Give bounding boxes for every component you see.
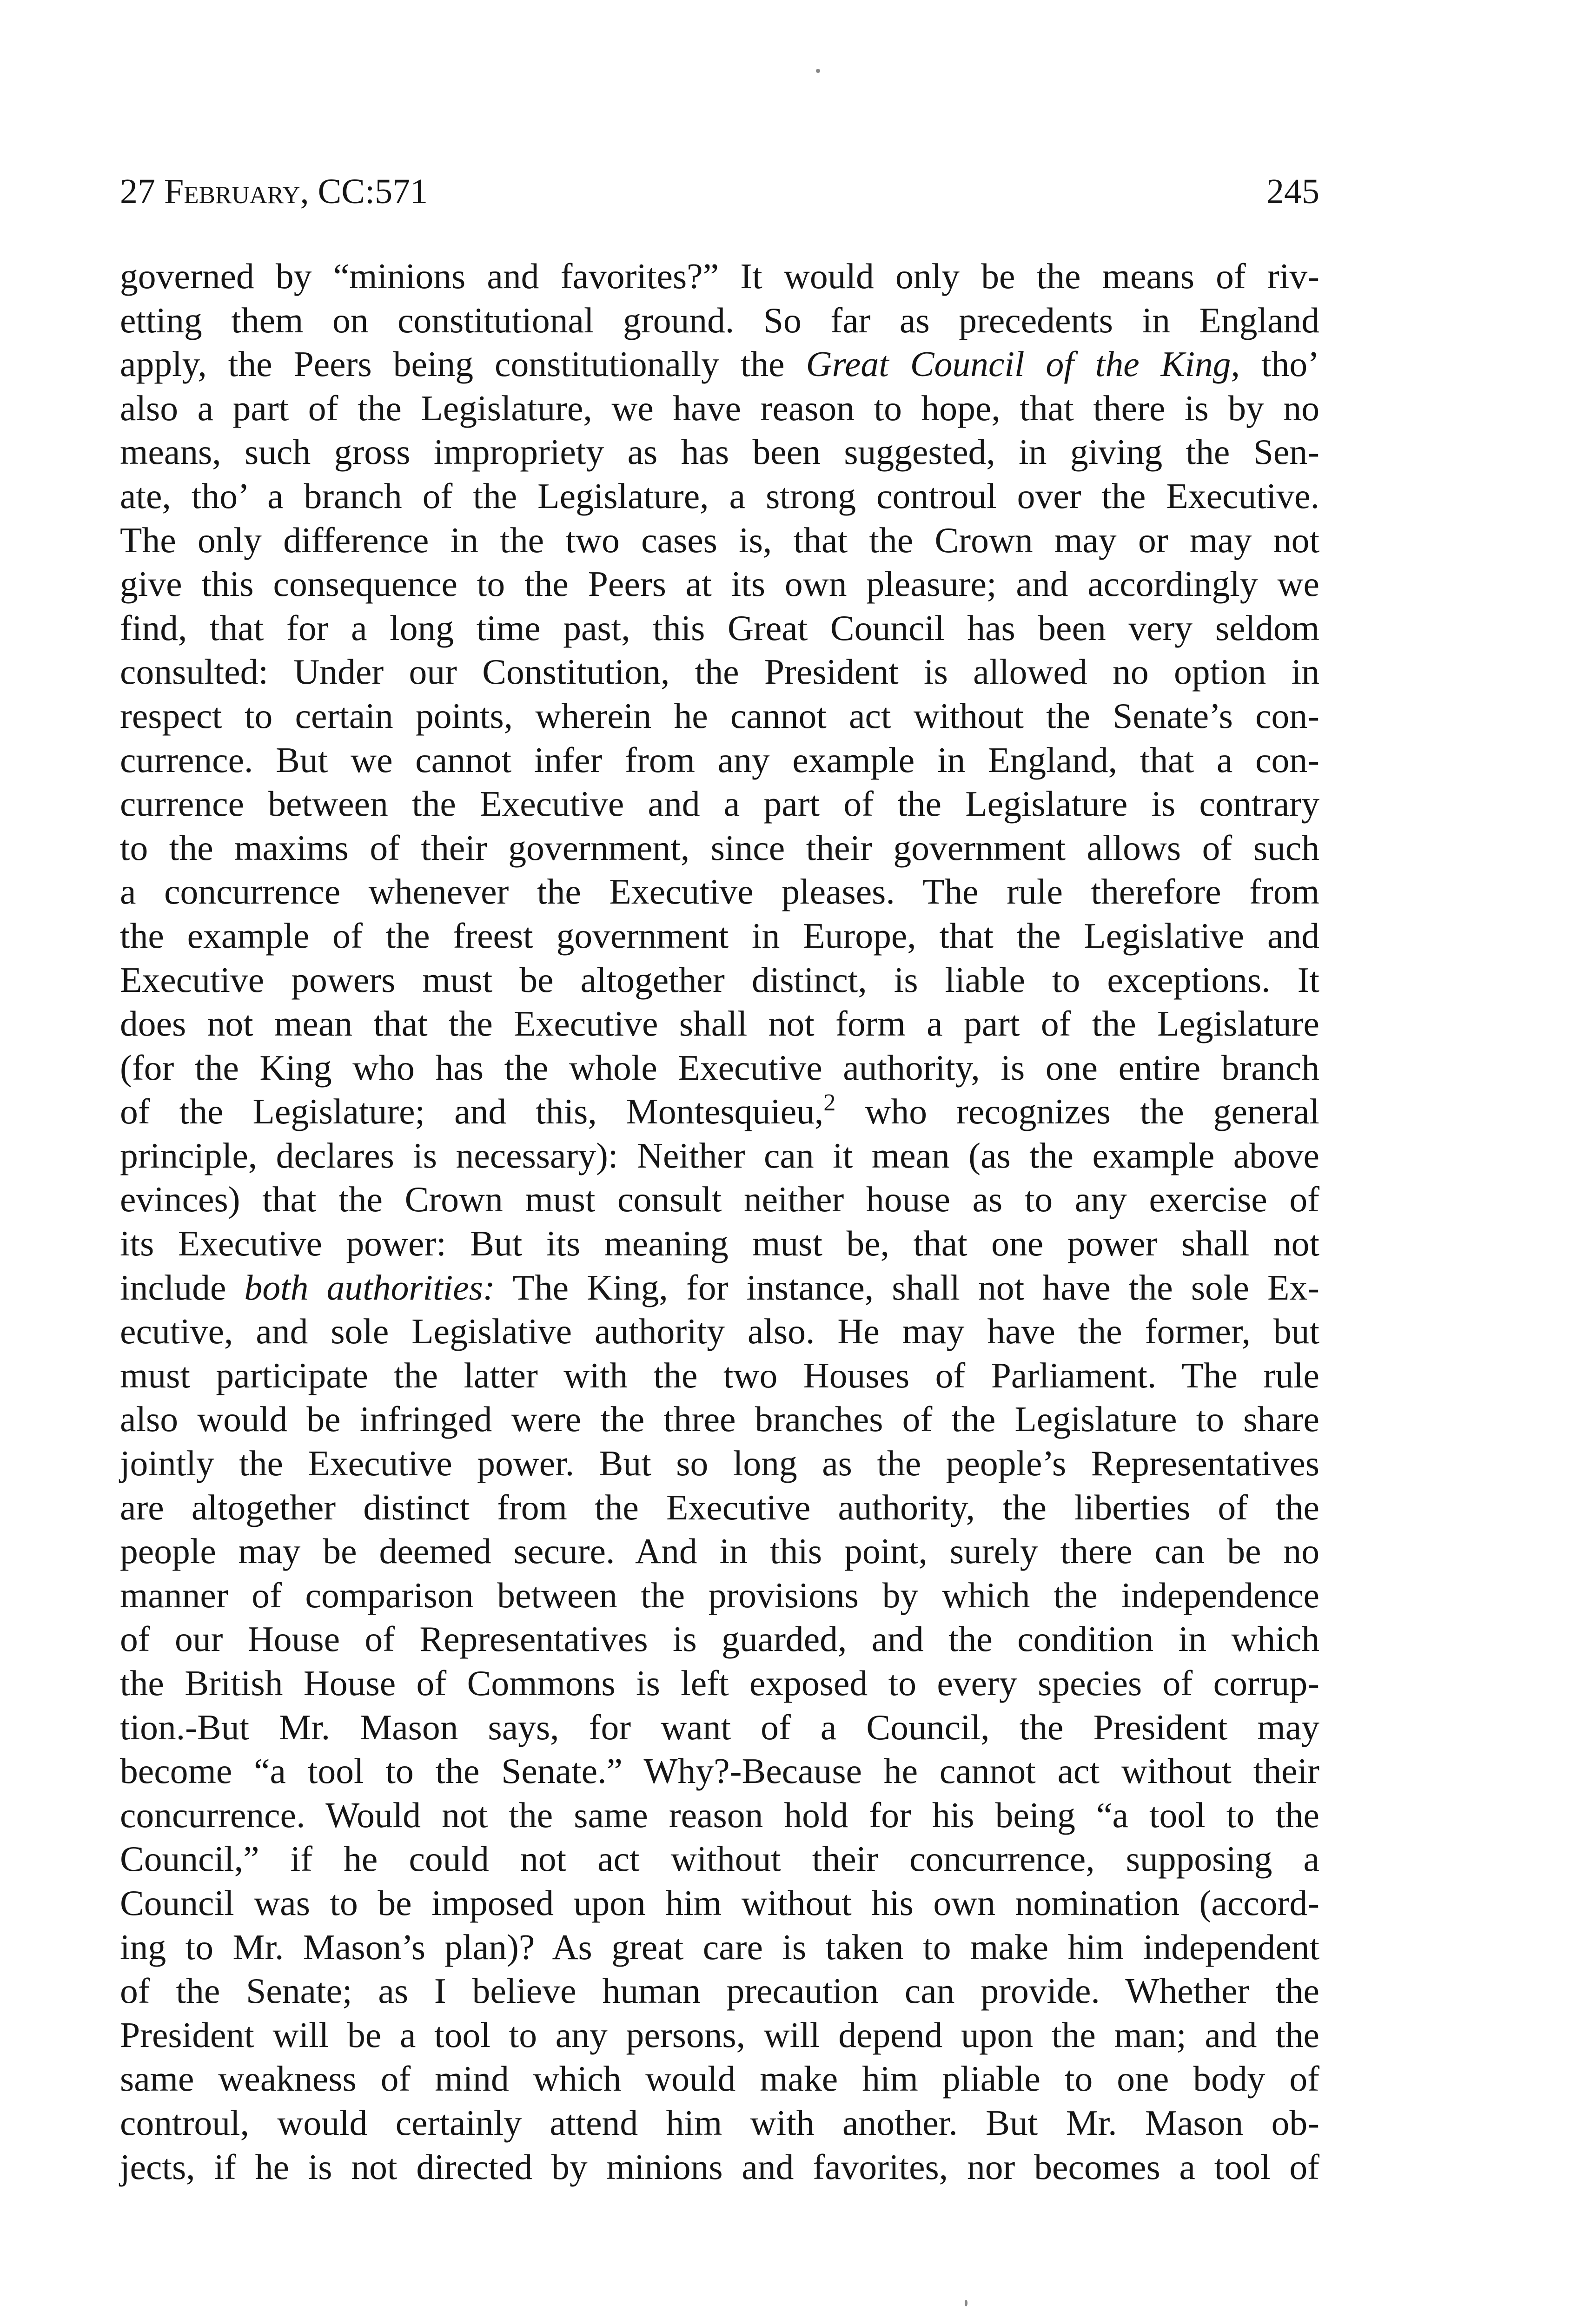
text-line xyxy=(120,1749,1319,1793)
text-line xyxy=(120,1441,1319,1486)
text-line xyxy=(120,2057,1319,2101)
text-line xyxy=(120,1793,1319,1837)
text-run: does not mean that the Executive shall not form a part of the Legislature xyxy=(120,1004,1319,1044)
text-line xyxy=(120,1837,1319,1881)
text-line xyxy=(120,2013,1319,2057)
text-run: also would be infringed were the three branches of the Legislature to share xyxy=(120,1399,1319,1439)
text-run: a concurrence whenever the Executive pleases. The rule therefore from xyxy=(120,872,1319,912)
text-line xyxy=(120,738,1319,782)
text-run: of the Legislature; and this, Montesquieu, xyxy=(120,1091,824,1132)
text-run: must participate the latter with the two Houses of Parliament. The rule xyxy=(120,1355,1319,1395)
text-line xyxy=(120,386,1319,430)
text-line xyxy=(120,298,1319,343)
text-line xyxy=(120,1046,1319,1090)
text-line xyxy=(120,1134,1319,1178)
text-line xyxy=(120,1353,1319,1398)
text-line xyxy=(120,1089,1319,1134)
text-run: ecutive, and sole Legislative authority also. He may have the former, but xyxy=(120,1311,1319,1352)
text-line xyxy=(120,1397,1319,1441)
running-head-date-ref xyxy=(120,168,428,215)
text-run: concurrence. Would not the same reason hold for his being “a tool to the xyxy=(120,1795,1319,1835)
text-line xyxy=(120,826,1319,870)
text-run: of the Senate; as I believe human precaution can provide. Whether the xyxy=(120,1971,1319,2011)
text-run: also a part of the Legislature, we have reason to hope, that there is by no xyxy=(120,388,1319,428)
text-run: jointly the Executive power. But so long as the people’s Representatives xyxy=(120,1443,1319,1484)
text-run: give this consequence to the Peers at its own pleasure; and accordingly we xyxy=(120,564,1319,604)
scan-speck xyxy=(965,2300,967,2306)
text-run: the British House of Commons is left exposed to every species of corrup- xyxy=(120,1663,1319,1703)
text-run: consulted: Under our Constitution, the President is allowed no option in xyxy=(120,652,1319,692)
text-line xyxy=(120,782,1319,826)
text-run: Council,” if he could not act without their concurrence, supposing a xyxy=(120,1839,1319,1879)
text-run: same weakness of mind which would make him pliable to one body of xyxy=(120,2059,1319,2099)
text-line xyxy=(120,1266,1319,1310)
text-line xyxy=(120,694,1319,738)
text-run: evinces) that the Crown must consult neither house as to any exercise of xyxy=(120,1179,1319,1220)
text-line xyxy=(120,1529,1319,1573)
text-run: to the maxims of their government, since their government allows of such xyxy=(120,827,1319,868)
text-run: respect to certain points, wherein he cannot act without the Senate’s con- xyxy=(120,695,1319,736)
text-run: means, such gross impropriety as has been suggested, in giving the Sen- xyxy=(120,432,1319,472)
text-run: Executive powers must be altogether distinct, is liable to exceptions. It xyxy=(120,959,1319,1000)
text-run: who recognizes the general xyxy=(835,1091,1319,1132)
scan-speck xyxy=(816,69,820,73)
text-line xyxy=(120,606,1319,650)
text-line xyxy=(120,1661,1319,1705)
text-run: manner of comparison between the provisions by which the independence xyxy=(120,1575,1319,1615)
text-line xyxy=(120,342,1319,386)
text-run: its Executive power: But its meaning must be, that one power shall not xyxy=(120,1223,1319,1264)
text-run: tion.-But Mr. Mason says, for want of a Council, the President may xyxy=(120,1707,1319,1747)
text-run: President will be a tool to any persons, will depend upon the man; and the xyxy=(120,2014,1319,2055)
text-run: ing to Mr. Mason’s plan)? As great care is taken to make him independent xyxy=(120,1927,1319,1967)
text-run: , tho’ xyxy=(1231,344,1319,384)
text-run: people may be deemed secure. And in this point, surely there can be no xyxy=(120,1531,1319,1571)
text-run: governed by “minions and favorites?” It would only be the means of riv- xyxy=(120,256,1319,296)
text-run: ate, tho’ a branch of the Legislature, a strong controul over the Executive. xyxy=(120,475,1319,516)
text-line xyxy=(120,1573,1319,1618)
running-head xyxy=(120,168,1319,215)
text-run: jects, if he is not directed by minions and favorites, nor becomes a tool of xyxy=(120,2146,1319,2187)
text-line xyxy=(120,254,1319,298)
month: February xyxy=(164,172,300,211)
text-line xyxy=(120,1969,1319,2013)
text-line xyxy=(120,562,1319,606)
text-run: (for the King who has the whole Executive authority, is one entire branch xyxy=(120,1047,1319,1088)
page-number: 245 xyxy=(1266,172,1319,211)
text-line xyxy=(120,1221,1319,1266)
italic-text: Great Council of the King xyxy=(806,344,1231,384)
text-run: The only difference in the two cases is, that the Crown may or may not xyxy=(120,520,1319,560)
text-run: of our House of Representatives is guarded, and the condition in which xyxy=(120,1619,1319,1659)
text-line xyxy=(120,1925,1319,1969)
text-line xyxy=(120,518,1319,562)
text-run: include xyxy=(120,1267,245,1307)
text-line xyxy=(120,2101,1319,2145)
footnote-marker: 2 xyxy=(823,1089,836,1116)
text-line xyxy=(120,1177,1319,1221)
body-text xyxy=(120,254,1319,2189)
text-line xyxy=(120,1309,1319,1353)
text-line xyxy=(120,1705,1319,1750)
document-ref: , CC:571 xyxy=(300,172,428,211)
text-line xyxy=(120,430,1319,474)
text-run: principle, declares is necessary): Neither can it mean (as the example above xyxy=(120,1135,1319,1175)
text-run: currence between the Executive and a part of the Legislature is contrary xyxy=(120,784,1319,824)
italic-text: both authorities: xyxy=(244,1267,495,1307)
text-run: the example of the freest government in Europe, that the Legislative and xyxy=(120,915,1319,956)
text-line xyxy=(120,2145,1319,2189)
text-line xyxy=(120,958,1319,1002)
text-run: currence. But we cannot infer from any example in England, that a con- xyxy=(120,739,1319,780)
text-run: find, that for a long time past, this Great Council has been very seldom xyxy=(120,607,1319,648)
text-run: The King, for instance, shall not have the sole Ex- xyxy=(495,1267,1319,1307)
text-line xyxy=(120,650,1319,694)
text-run: are altogether distinct from the Executive authority, the liberties of the xyxy=(120,1487,1319,1527)
text-run: become “a tool to the Senate.” Why?-Because he cannot act without their xyxy=(120,1751,1319,1791)
date-prefix: 27 xyxy=(120,172,164,211)
text-run: apply, the Peers being constitutionally the xyxy=(120,344,806,384)
text-line xyxy=(120,1002,1319,1046)
text-run: Council was to be imposed upon him without his own nomination (accord- xyxy=(120,1882,1319,1923)
text-line xyxy=(120,870,1319,914)
text-line xyxy=(120,914,1319,958)
text-run: etting them on constitutional ground. So far as precedents in England xyxy=(120,300,1319,340)
text-line xyxy=(120,1486,1319,1530)
text-line xyxy=(120,1617,1319,1661)
text-line xyxy=(120,474,1319,518)
text-run: controul, would certainly attend him with another. But Mr. Mason ob- xyxy=(120,2102,1319,2143)
text-line xyxy=(120,1881,1319,1925)
